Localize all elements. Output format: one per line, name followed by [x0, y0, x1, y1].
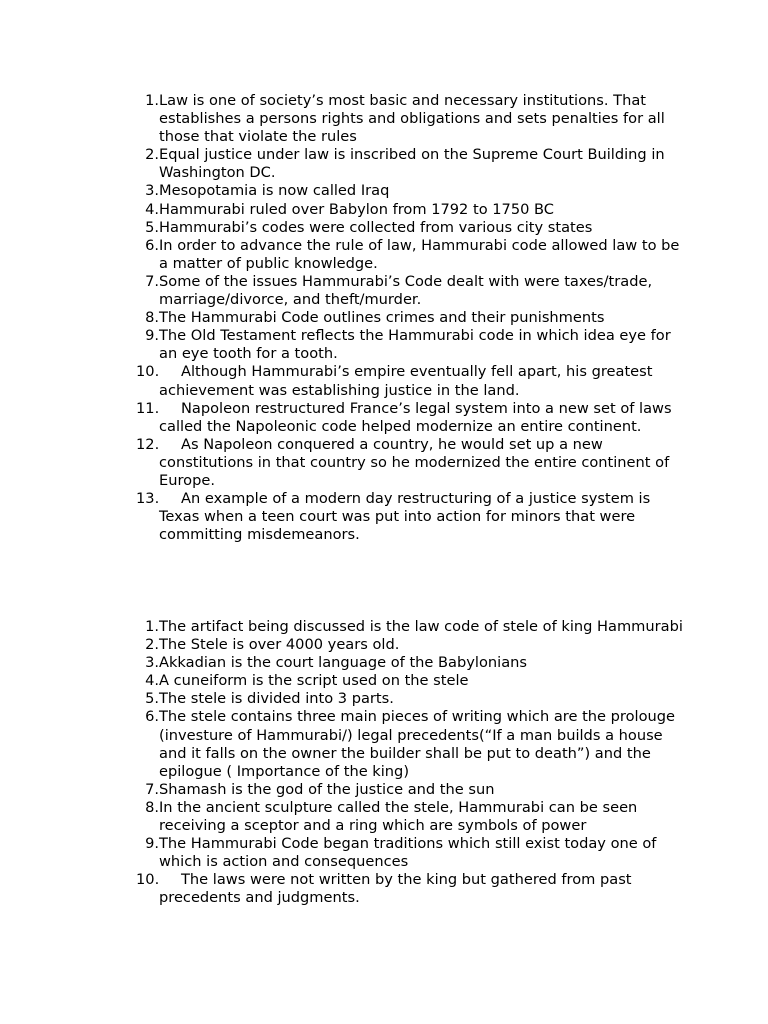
list-item-number: 7.	[145, 780, 159, 798]
list-item	[128, 182, 688, 200]
list-item	[128, 146, 688, 182]
list-item-number: 5.	[145, 690, 159, 708]
list-item	[128, 363, 688, 399]
list-item-number: 8.	[145, 309, 159, 327]
list-item	[128, 871, 688, 907]
list-item-text: Equal justice under law is inscribed on the Supreme Court Building in Washington DC.	[159, 146, 665, 182]
list-item	[128, 273, 688, 309]
list-item	[128, 327, 688, 363]
list-item-number: 3.	[145, 654, 159, 672]
list-item-number: 10.	[136, 871, 160, 889]
list-item	[128, 672, 688, 690]
list-item	[128, 92, 688, 146]
list-item	[128, 400, 688, 436]
list-item-text: Mesopotamia is now called Iraq	[159, 182, 390, 200]
list-item	[128, 436, 688, 490]
notes-list-part-2	[128, 618, 688, 908]
list-item-text: The stele is divided into 3 parts.	[159, 690, 394, 708]
list-item-text: Akkadian is the court language of the Babylonians	[159, 654, 527, 672]
list-item	[128, 654, 688, 672]
list-item-number: 4.	[145, 672, 159, 690]
list-item-number: 11.	[136, 399, 160, 417]
list-item-number: 4.	[145, 200, 159, 218]
list-item-number: 7.	[145, 272, 159, 290]
list-item-number: 8.	[145, 798, 159, 816]
list-item	[128, 490, 688, 544]
list-item	[128, 690, 688, 708]
notes-list-part-1	[128, 92, 688, 544]
list-item-number: 5.	[145, 218, 159, 236]
list-item-text: The artifact being discussed is the law code of stele of king Hammurabi	[159, 618, 683, 635]
list-item-text: The Hammurabi Code outlines crimes and their punishments	[159, 309, 605, 327]
list-item-number: 1.	[145, 618, 159, 635]
list-item-number: 2.	[145, 636, 159, 654]
list-item-number: 10.	[136, 363, 160, 381]
list-item-text: The Stele is over 4000 years old.	[159, 636, 400, 654]
list-item-text: A cuneiform is the script used on the stele	[159, 672, 469, 690]
list-item	[128, 201, 688, 219]
list-item-text: Hammurabi ruled over Babylon from 1792 to 1750 BC	[159, 200, 554, 218]
list-item	[128, 708, 688, 780]
list-item-text: Napoleon restructured France’s legal system into a new set of laws called the Napoleonic code helped modernize an entire continent.	[159, 399, 672, 435]
list-item-text: The Old Testament reflects the Hammurabi code in which idea eye for an eye tooth for a tooth.	[159, 327, 671, 363]
list-item-text: The Hammurabi Code began traditions which still exist today one of which is action and consequences	[159, 835, 657, 871]
list-item-text: Although Hammurabi’s empire eventually fell apart, his greatest achievement was establishing justice in the land.	[159, 363, 653, 399]
list-item-text: Shamash is the god of the justice and the sun	[159, 780, 495, 798]
list-item-number: 2.	[145, 146, 159, 164]
list-item	[128, 781, 688, 799]
list-item	[128, 636, 688, 654]
list-item-text: In order to advance the rule of law, Hammurabi code allowed law to be a matter of public knowledge.	[159, 236, 680, 272]
list-item-text: Hammurabi’s codes were collected from various city states	[159, 218, 593, 236]
list-item-number: 9.	[145, 835, 159, 853]
list-item-number: 3.	[145, 182, 159, 200]
list-item	[128, 237, 688, 273]
list-item-text: An example of a modern day restructuring of a justice system is Texas when a teen court was put into action for minors that were committing misdemeanors.	[159, 490, 651, 544]
list-item-number: 13.	[136, 490, 160, 508]
list-item-number: 12.	[136, 435, 160, 453]
list-item	[128, 219, 688, 237]
list-item	[128, 835, 688, 871]
list-item-text: As Napoleon conquered a country, he would set up a new constitutions in that country so he modernized the entire continent of Europe.	[159, 435, 670, 489]
list-item-text: The laws were not written by the king but gathered from past precedents and judgments.	[159, 871, 632, 907]
list-item-number: 6.	[145, 708, 159, 726]
list-item-text: The stele contains three main pieces of writing which are the prolouge (investure of Hammurabi/) legal precedents(“If a man builds a house and it falls on the owner the builder shall be put to death”) and the epilogue ( Importance of the king)	[159, 708, 676, 780]
list-item-number: 9.	[145, 327, 159, 345]
list-item-text: Some of the issues Hammurabi’s Code dealt with were taxes/trade, marriage/divorce, and theft/murder.	[159, 272, 653, 309]
list-item	[128, 799, 688, 835]
list-item-text: Law is one of society’s most basic and necessary institutions. That establishes a persons rights and obligations and sets penalties for all those that violate the rules	[159, 92, 665, 146]
list-item	[128, 618, 688, 636]
list-item-number: 1.	[145, 92, 159, 109]
list-item-text: In the ancient sculpture called the stele, Hammurabi can be seen receiving a sceptor and a ring which are symbols of power	[159, 798, 638, 835]
list-item	[128, 309, 688, 327]
list-item-number: 6.	[145, 236, 159, 254]
